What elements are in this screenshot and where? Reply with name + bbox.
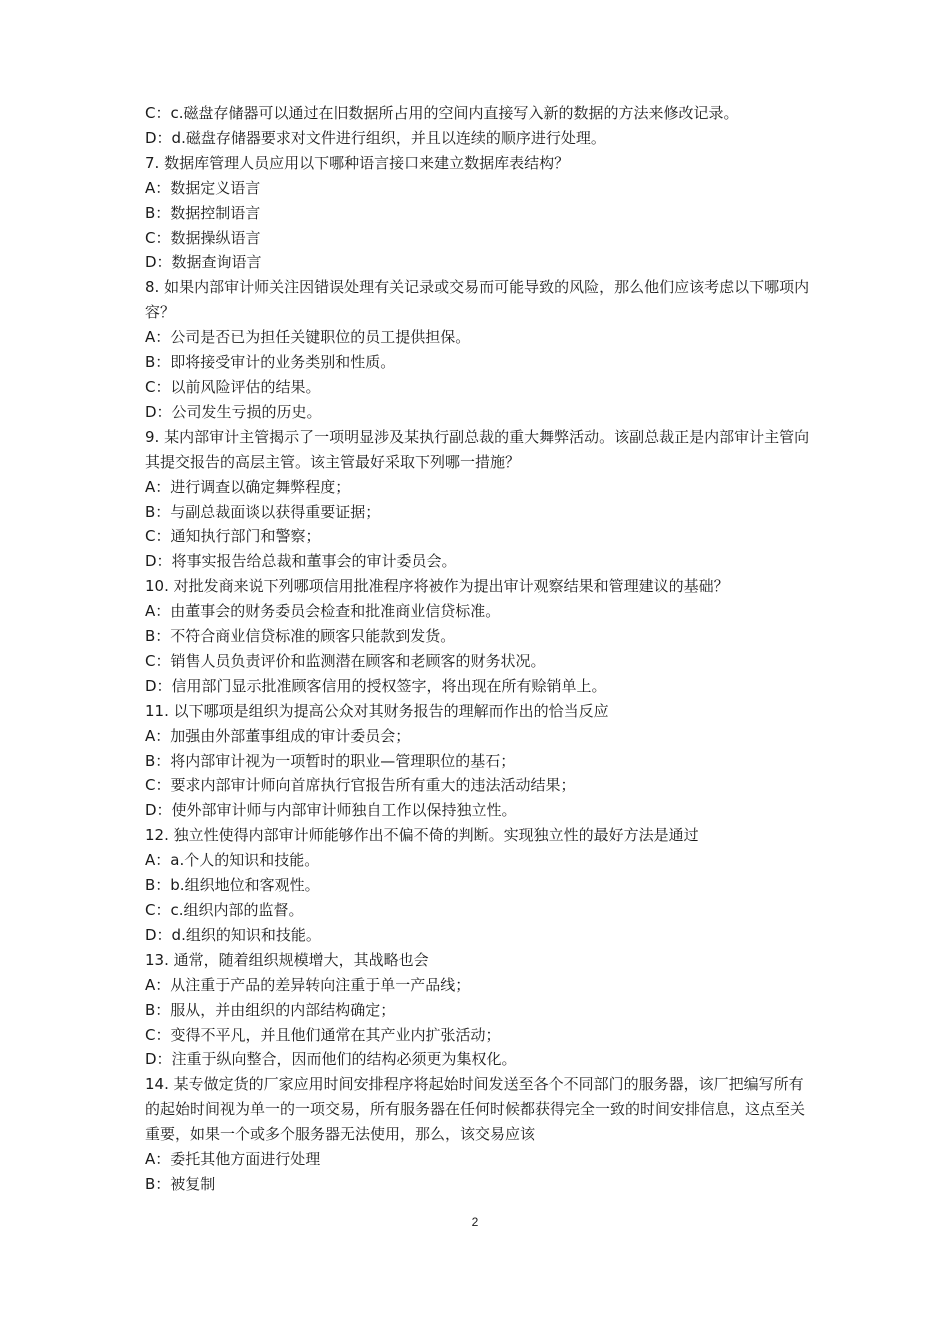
option-line: B：不符合商业信贷标准的顾客只能款到发货。	[145, 627, 456, 646]
option-line: C：变得不平凡，并且他们通常在其产业内扩张活动；	[145, 1025, 501, 1044]
option-line: B：数据控制语言	[145, 203, 261, 222]
option-line: C：以前风险评估的结果。	[145, 377, 321, 396]
option-line: C：c.组织内部的监督。	[145, 901, 304, 919]
option-line: D：d.组织的知识和技能。	[145, 925, 321, 944]
option-line: A：公司是否已为担任关键职位的员工提供担保。	[145, 328, 471, 347]
option-line: B：b.组织地位和客观性。	[145, 876, 320, 895]
option-line: C：c.磁盘存储器可以通过在旧数据所占用的空间内直接写入新的数据的方法来修改记录。	[145, 104, 739, 122]
option-line: A：加强由外部董事组成的审计委员会；	[145, 726, 411, 745]
question-line: 11. 以下哪项是组织为提高公众对其财务报告的理解而作出的恰当反应	[145, 701, 609, 720]
option-line: D：公司发生亏损的历史。	[145, 402, 322, 421]
question-line: 12. 独立性使得内部审计师能够作出不偏不倚的判断。实现独立性的最好方法是通过	[145, 826, 699, 845]
question-line: 8. 如果内部审计师关注因错误处理有关记录或交易而可能导致的风险，那么他们应该考虑以下哪项内容？	[145, 278, 810, 322]
option-line: C：数据操纵语言	[145, 228, 261, 247]
question-line: 10. 对批发商来说下列哪项信用批准程序将被作为提出审计观察结果和管理建议的基础？	[145, 577, 729, 596]
option-line: D：数据查询语言	[145, 253, 262, 272]
option-line: D：d.磁盘存储器要求对文件进行组织，并且以连续的顺序进行处理。	[145, 128, 606, 147]
option-line: B：将内部审计视为一项暂时的职业—管理职位的基石；	[145, 751, 516, 770]
option-line: C：要求内部审计师向首席执行官报告所有重大的违法活动结果；	[145, 776, 576, 795]
option-line: D：将事实报告给总裁和董事会的审计委员会。	[145, 552, 457, 571]
option-line: A：进行调查以确定舞弊程度；	[145, 477, 351, 496]
option-line: B：与副总裁面谈以获得重要证据；	[145, 502, 381, 521]
option-line: D：使外部审计师与内部审计师独自工作以保持独立性。	[145, 801, 517, 820]
option-line: A：由董事会的财务委员会检查和批准商业信贷标准。	[145, 602, 501, 621]
question-line: 14. 某专做定货的厂家应用时间安排程序将起始时间发送至各个不同部门的服务器，该厂把编写所有的起始时间视为单一的一项交易，所有服务器在任何时候都获得完全一致的时间安排信息，这点至关重要，如果一个或多个服务器无法使用，那么，该交易应该	[145, 1075, 806, 1144]
option-line: D：信用部门显示批准顾客信用的授权签字，将出现在所有赊销单上。	[145, 676, 607, 695]
option-line: D：注重于纵向整合，因而他们的结构必须更为集权化。	[145, 1050, 517, 1069]
question-line: 7. 数据库管理人员应用以下哪种语言接口来建立数据库表结构？	[145, 153, 570, 172]
option-line: A：数据定义语言	[145, 178, 261, 197]
option-line: B：即将接受审计的业务类别和性质。	[145, 353, 396, 372]
option-line: B：服从，并由组织的内部结构确定；	[145, 1000, 396, 1019]
option-line: C：销售人员负责评价和监测潜在顾客和老顾客的财务状况。	[145, 651, 546, 670]
document-body	[145, 101, 810, 1197]
option-line: B：被复制	[145, 1174, 216, 1193]
option-line: A：a.个人的知识和技能。	[145, 851, 320, 870]
question-line: 13. 通常，随着组织规模增大，其战略也会	[145, 950, 429, 969]
option-line: A：委托其他方面进行处理	[145, 1150, 321, 1169]
question-line: 9. 某内部审计主管揭示了一项明显涉及某执行副总裁的重大舞弊活动。该副总裁正是内部审计主管向其提交报告的高层主管。该主管最好采取下列哪一措施？	[145, 427, 810, 471]
page-number: 2	[471, 1215, 479, 1229]
option-line: A：从注重于产品的差异转向注重于单一产品线；	[145, 975, 471, 994]
option-line: C：通知执行部门和警察；	[145, 527, 321, 546]
